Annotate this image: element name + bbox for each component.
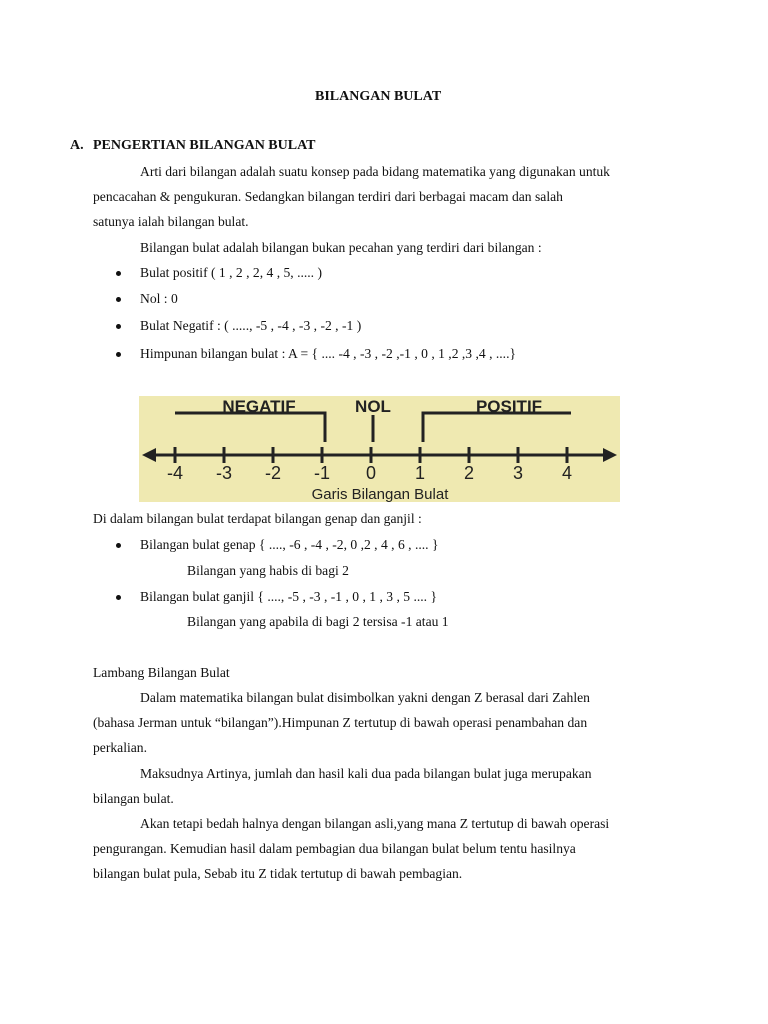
paragraph-line: (bahasa Jerman untuk “bilangan”).Himpunan Z tertutup di bawah operasi penambahan dan [93, 715, 588, 730]
paragraph-line: pencacahan & pengukuran. Sedangkan bilangan terdiri dari berbagai macam dan salah [93, 189, 563, 204]
negative-label: NEGATIF [222, 397, 296, 416]
zero-label: NOL [355, 397, 391, 416]
paragraph-line: bilangan bulat pula, Sebab itu Z tidak tertutup di bawah pembagian. [93, 866, 463, 881]
list-item: Bulat positif ( 1 , 2 , 2, 4 , 5, ..... ) [140, 265, 322, 280]
bullet-dot [116, 324, 121, 329]
page-title: BILANGAN BULAT [315, 89, 442, 104]
paragraph-line: Arti dari bilangan adalah suatu konsep pada bidang matematika yang digunakan untuk [140, 164, 610, 179]
paragraph-line: Dalam matematika bilangan bulat disimbolkan yakni dengan Z berasal dari Zahlen [140, 690, 590, 705]
tick-label: -3 [215, 463, 233, 483]
figure-caption: Garis Bilangan Bulat [311, 486, 449, 502]
tick-label: -2 [264, 463, 282, 483]
bullet-dot [116, 543, 121, 548]
tick-label: 1 [414, 463, 426, 483]
tick-label: 4 [561, 463, 573, 483]
section-heading: PENGERTIAN BILANGAN BULAT [93, 138, 316, 153]
tick-label: -4 [166, 463, 184, 483]
note-line: Bilangan yang apabila di bagi 2 tersisa -1 atau 1 [187, 614, 449, 629]
paragraph-line: Akan tetapi bedah halnya dengan bilangan asli,yang mana Z tertutup di bawah operasi [140, 816, 610, 831]
subheading: Lambang Bilangan Bulat [93, 665, 230, 680]
tick-label: 3 [512, 463, 524, 483]
tick-label: 2 [463, 463, 475, 483]
list-item: Himpunan bilangan bulat : A = { .... -4 , -3 , -2 ,-1 , 0 , 1 ,2 ,3 ,4 , ....} [140, 346, 517, 361]
list-item: Nol : 0 [140, 291, 178, 306]
paragraph-line: Maksudnya Artinya, jumlah dan hasil kali dua pada bilangan bulat juga merupakan [140, 766, 592, 781]
list-item: Bilangan bulat genap { ...., -6 , -4 , -2, 0 ,2 , 4 , 6 , .... } [140, 537, 439, 552]
section-marker: A. [70, 138, 84, 153]
number-line-figure [139, 396, 620, 502]
bullet-dot [116, 595, 121, 600]
list-item: Bilangan bulat ganjil { ...., -5 , -3 , -1 , 0 , 1 , 3 , 5 .... } [140, 589, 437, 604]
bullet-dot [116, 271, 121, 276]
note-line: Bilangan yang habis di bagi 2 [187, 563, 349, 578]
bullet-dot [116, 352, 121, 357]
bullet-dot [116, 297, 121, 302]
paragraph-line: satunya ialah bilangan bulat. [93, 214, 249, 229]
paragraph-line: perkalian. [93, 740, 147, 755]
paragraph-line: pengurangan. Kemudian hasil dalam pembagian dua bilangan bulat belum tentu hasilnya [93, 841, 576, 856]
tick-label: -1 [313, 463, 331, 483]
paragraph-line: Di dalam bilangan bulat terdapat bilangan genap dan ganjil : [93, 511, 422, 526]
list-item: Bulat Negatif : ( ....., -5 , -4 , -3 , -2 , -1 ) [140, 318, 362, 333]
tick-label: 0 [365, 463, 377, 483]
positive-label: POSITIF [475, 397, 543, 416]
paragraph-line: bilangan bulat. [93, 791, 174, 806]
paragraph-line: Bilangan bulat adalah bilangan bukan pecahan yang terdiri dari bilangan : [140, 240, 542, 255]
